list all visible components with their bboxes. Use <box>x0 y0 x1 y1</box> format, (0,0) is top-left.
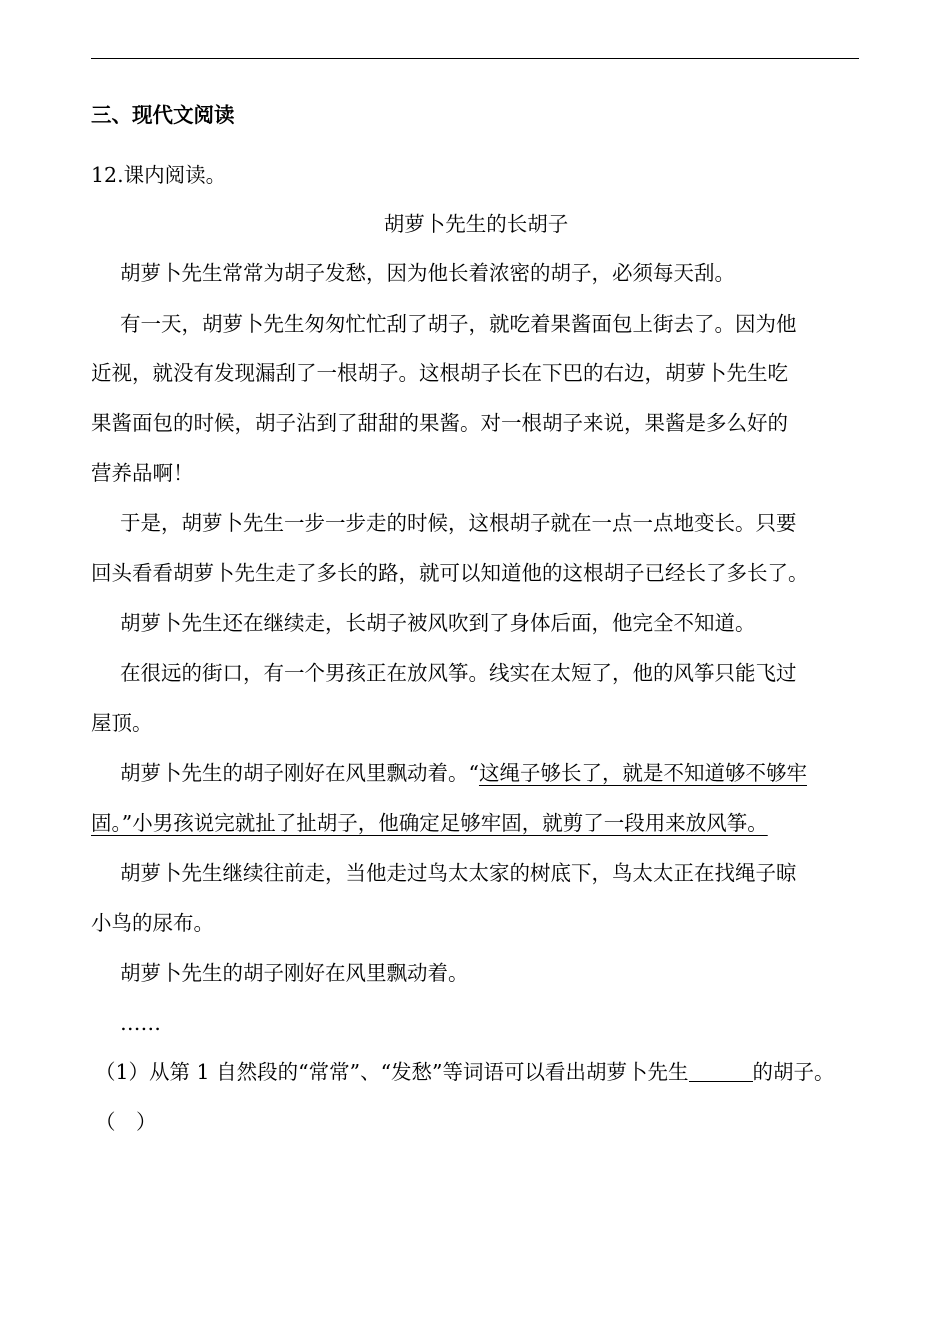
underlined-sentence-part-2: 固。”小男孩说完就扯了扯胡子，他确定足够牢固，就剪了一段用来放风筝。 <box>91 811 768 835</box>
sub-question-1 <box>95 1058 865 1086</box>
passage-line: 胡萝卜先生常常为胡子发愁，因为他长着浓密的胡子，必须每天刮。 <box>120 261 735 285</box>
ellipsis: …… <box>120 1011 161 1035</box>
passage-line: 回头看看胡萝卜先生走了多长的路，就可以知道他的这根胡子已经长了多长了。 <box>91 561 809 585</box>
underlined-sentence-part-1: 这绳子够长了，就是不知道够不够牢 <box>478 761 807 785</box>
question-intro: 12.课内阅读。 <box>91 163 227 187</box>
passage-line: 胡萝卜先生还在继续走，长胡子被风吹到了身体后面，他完全不知道。 <box>120 611 756 635</box>
passage-line: 近视，就没有发现漏刮了一根胡子。这根胡子长在下巴的右边，胡萝卜先生吃 <box>91 361 788 385</box>
passage-line: 屋顶。 <box>91 711 153 735</box>
sub-question-prefix: （1）从第 1 自然段的“常常”、“发愁”等词语可以看出胡萝卜先生 <box>95 1060 689 1084</box>
answer-bracket[interactable]: （ ） <box>95 1110 157 1134</box>
underlined-paragraph-line-2 <box>91 809 861 837</box>
passage-line: 营养品啊！ <box>91 461 194 485</box>
passage-line: 有一天，胡萝卜先生匆匆忙忙刮了胡子，就吃着果酱面包上街去了。因为他 <box>120 312 797 336</box>
sub-question-suffix: 的胡子。 <box>752 1060 835 1084</box>
passage-line: 于是，胡萝卜先生一步一步走的时候，这根胡子就在一点一点地变长。只要 <box>120 511 797 535</box>
passage-line: 胡萝卜先生的胡子刚好在风里飘动着。 <box>120 961 469 985</box>
paragraph-lead-text: 胡萝卜先生的胡子刚好在风里飘动着。“ <box>120 761 479 785</box>
passage-line: 胡萝卜先生继续往前走，当他走过鸟太太家的树底下，鸟太太正在找绳子晾 <box>120 861 797 885</box>
answer-blank[interactable] <box>689 1061 753 1082</box>
section-title: 三、现代文阅读 <box>91 103 235 127</box>
passage-line: 在很远的街口，有一个男孩正在放风筝。线实在太短了，他的风筝只能飞过 <box>120 661 797 685</box>
passage-line: 果酱面包的时候，胡子沾到了甜甜的果酱。对一根胡子来说，果酱是多么好的 <box>91 411 788 435</box>
passage-line: 小鸟的尿布。 <box>91 911 214 935</box>
underlined-paragraph-line-1 <box>120 759 890 787</box>
top-rule <box>91 58 859 59</box>
passage-title: 胡萝卜先生的长胡子 <box>383 212 569 236</box>
